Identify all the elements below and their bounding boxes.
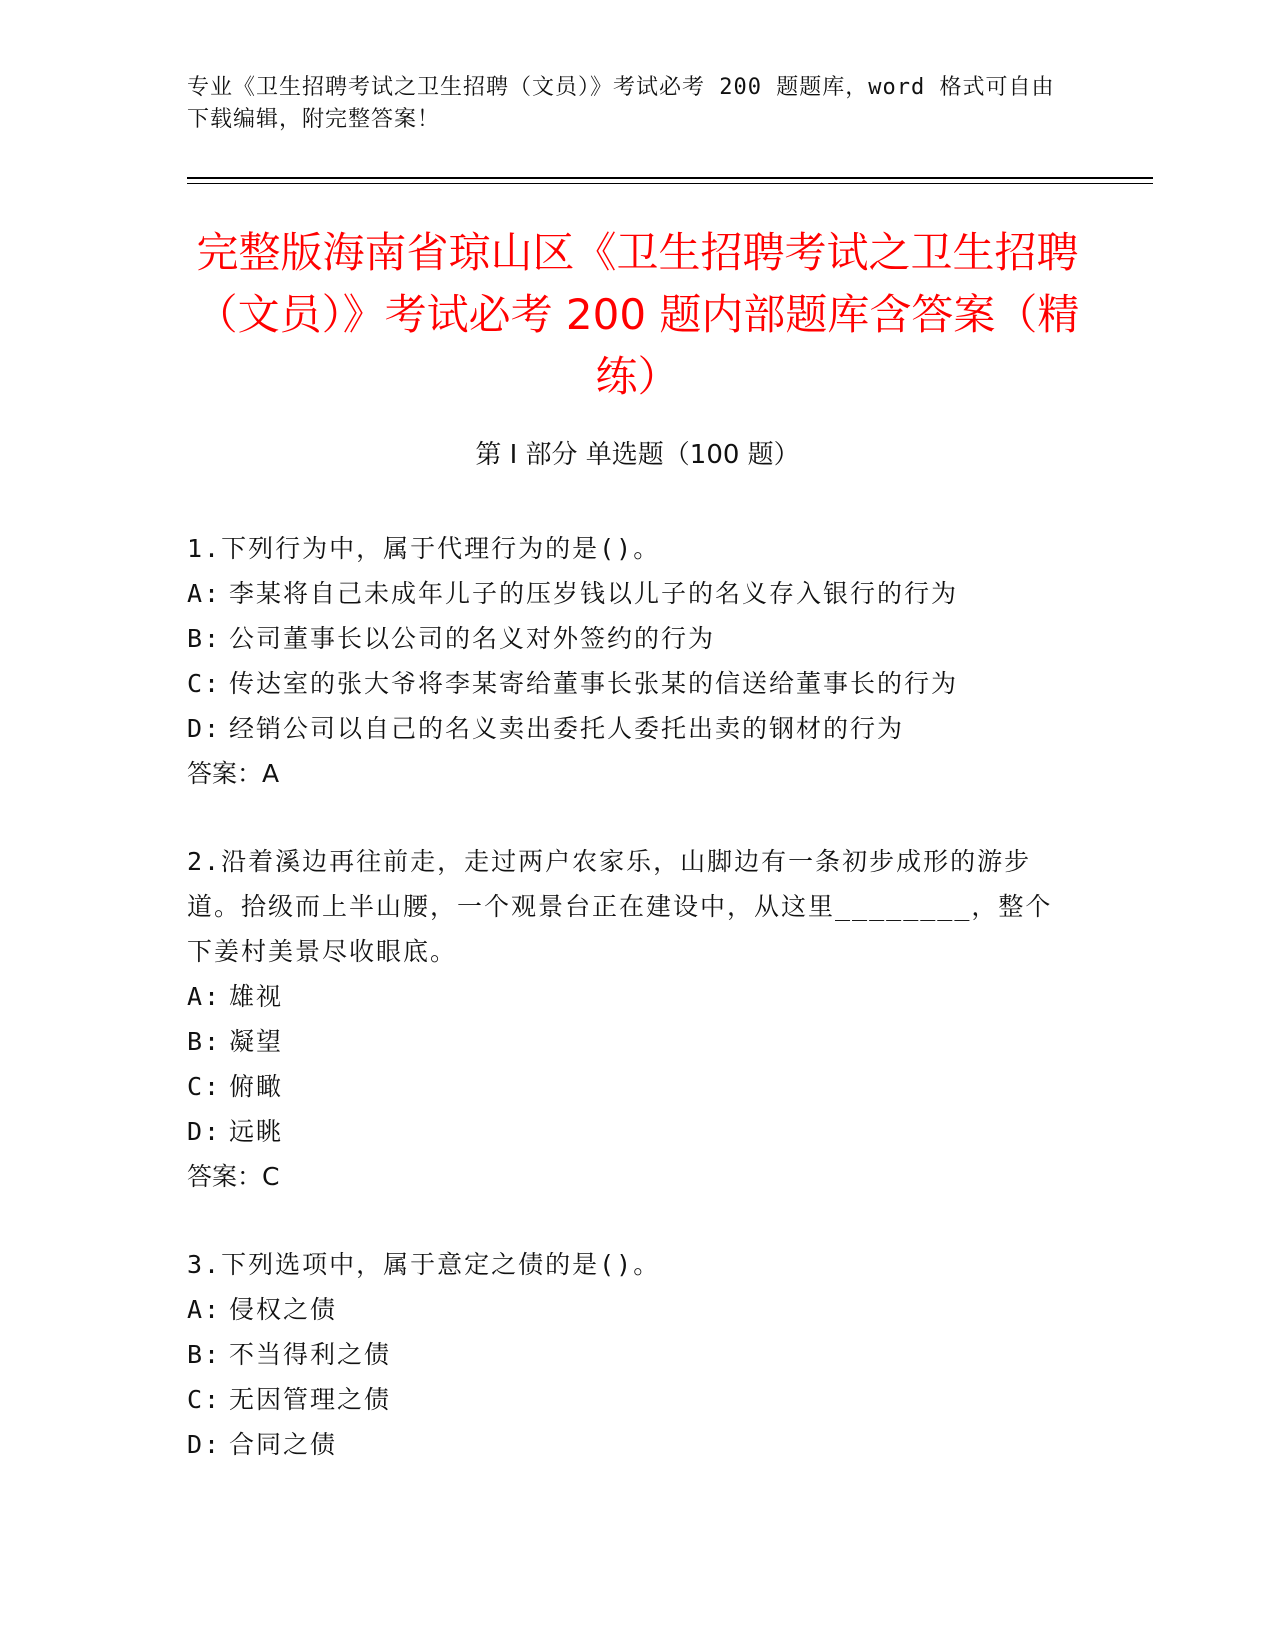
option-d	[187, 1109, 1067, 1154]
question-list	[187, 526, 1067, 1510]
option-key: B:	[187, 1027, 222, 1056]
option-key: C:	[187, 669, 222, 698]
question-1	[187, 526, 1067, 796]
option-b	[187, 1332, 1067, 1377]
option-c	[187, 1377, 1067, 1422]
option-b	[187, 616, 1067, 661]
header-note: 专业《卫生招聘考试之卫生招聘（文员）》考试必考 200 题题库，word 格式可自由下载编辑，附完整答案！	[187, 75, 1055, 132]
option-key: A:	[187, 982, 222, 1011]
answer-line: 答案：A	[187, 759, 280, 788]
option-a	[187, 1287, 1067, 1332]
document-title: 完整版海南省琼山区《卫生招聘考试之卫生招聘（文员）》考试必考 200 题内部题库含答案（精练）	[195, 228, 1080, 401]
header-divider-thin	[187, 183, 1153, 184]
option-c	[187, 1064, 1067, 1109]
option-text: 俯瞰	[229, 1072, 284, 1101]
question-3	[187, 1242, 1067, 1467]
option-text: 公司董事长以公司的名义对外签约的行为	[229, 624, 716, 653]
answer-line: 答案：C	[187, 1162, 280, 1191]
question-stem: 3.下列选项中，属于意定之债的是()。	[187, 1250, 661, 1279]
option-key: A:	[187, 1295, 222, 1324]
option-key: C:	[187, 1385, 222, 1414]
option-key: D:	[187, 1430, 222, 1459]
option-text: 无因管理之债	[229, 1385, 392, 1414]
option-text: 不当得利之债	[229, 1340, 392, 1369]
option-text: 合同之债	[229, 1430, 338, 1459]
option-text: 侵权之债	[229, 1295, 338, 1324]
option-d	[187, 1422, 1067, 1467]
option-key: A:	[187, 579, 222, 608]
option-key: B:	[187, 1340, 222, 1369]
option-b	[187, 1019, 1067, 1064]
question-2	[187, 839, 1067, 1199]
header-divider-thick	[187, 177, 1153, 179]
option-key: D:	[187, 714, 222, 743]
option-text: 凝望	[229, 1027, 284, 1056]
option-d	[187, 706, 1067, 751]
option-text: 经销公司以自己的名义卖出委托人委托出卖的钢材的行为	[229, 714, 905, 743]
question-stem: 1.下列行为中，属于代理行为的是()。	[187, 534, 661, 563]
option-key: B:	[187, 624, 222, 653]
option-text: 李某将自己未成年儿子的压岁钱以儿子的名义存入银行的行为	[229, 579, 959, 608]
option-a	[187, 571, 1067, 616]
option-key: C:	[187, 1072, 222, 1101]
option-text: 远眺	[229, 1117, 284, 1146]
section-heading: 第 I 部分 单选题（100 题）	[475, 440, 800, 470]
option-a	[187, 974, 1067, 1019]
option-key: D:	[187, 1117, 222, 1146]
option-text: 传达室的张大爷将李某寄给董事长张某的信送给董事长的行为	[229, 669, 959, 698]
option-c	[187, 661, 1067, 706]
question-stem: 2.沿着溪边再往前走，走过两户农家乐，山脚边有一条初步成形的游步道。拾级而上半山腰，一个观景台正在建设中，从这里________，整个下姜村美景尽收眼底。	[187, 847, 1053, 966]
option-text: 雄视	[229, 982, 284, 1011]
